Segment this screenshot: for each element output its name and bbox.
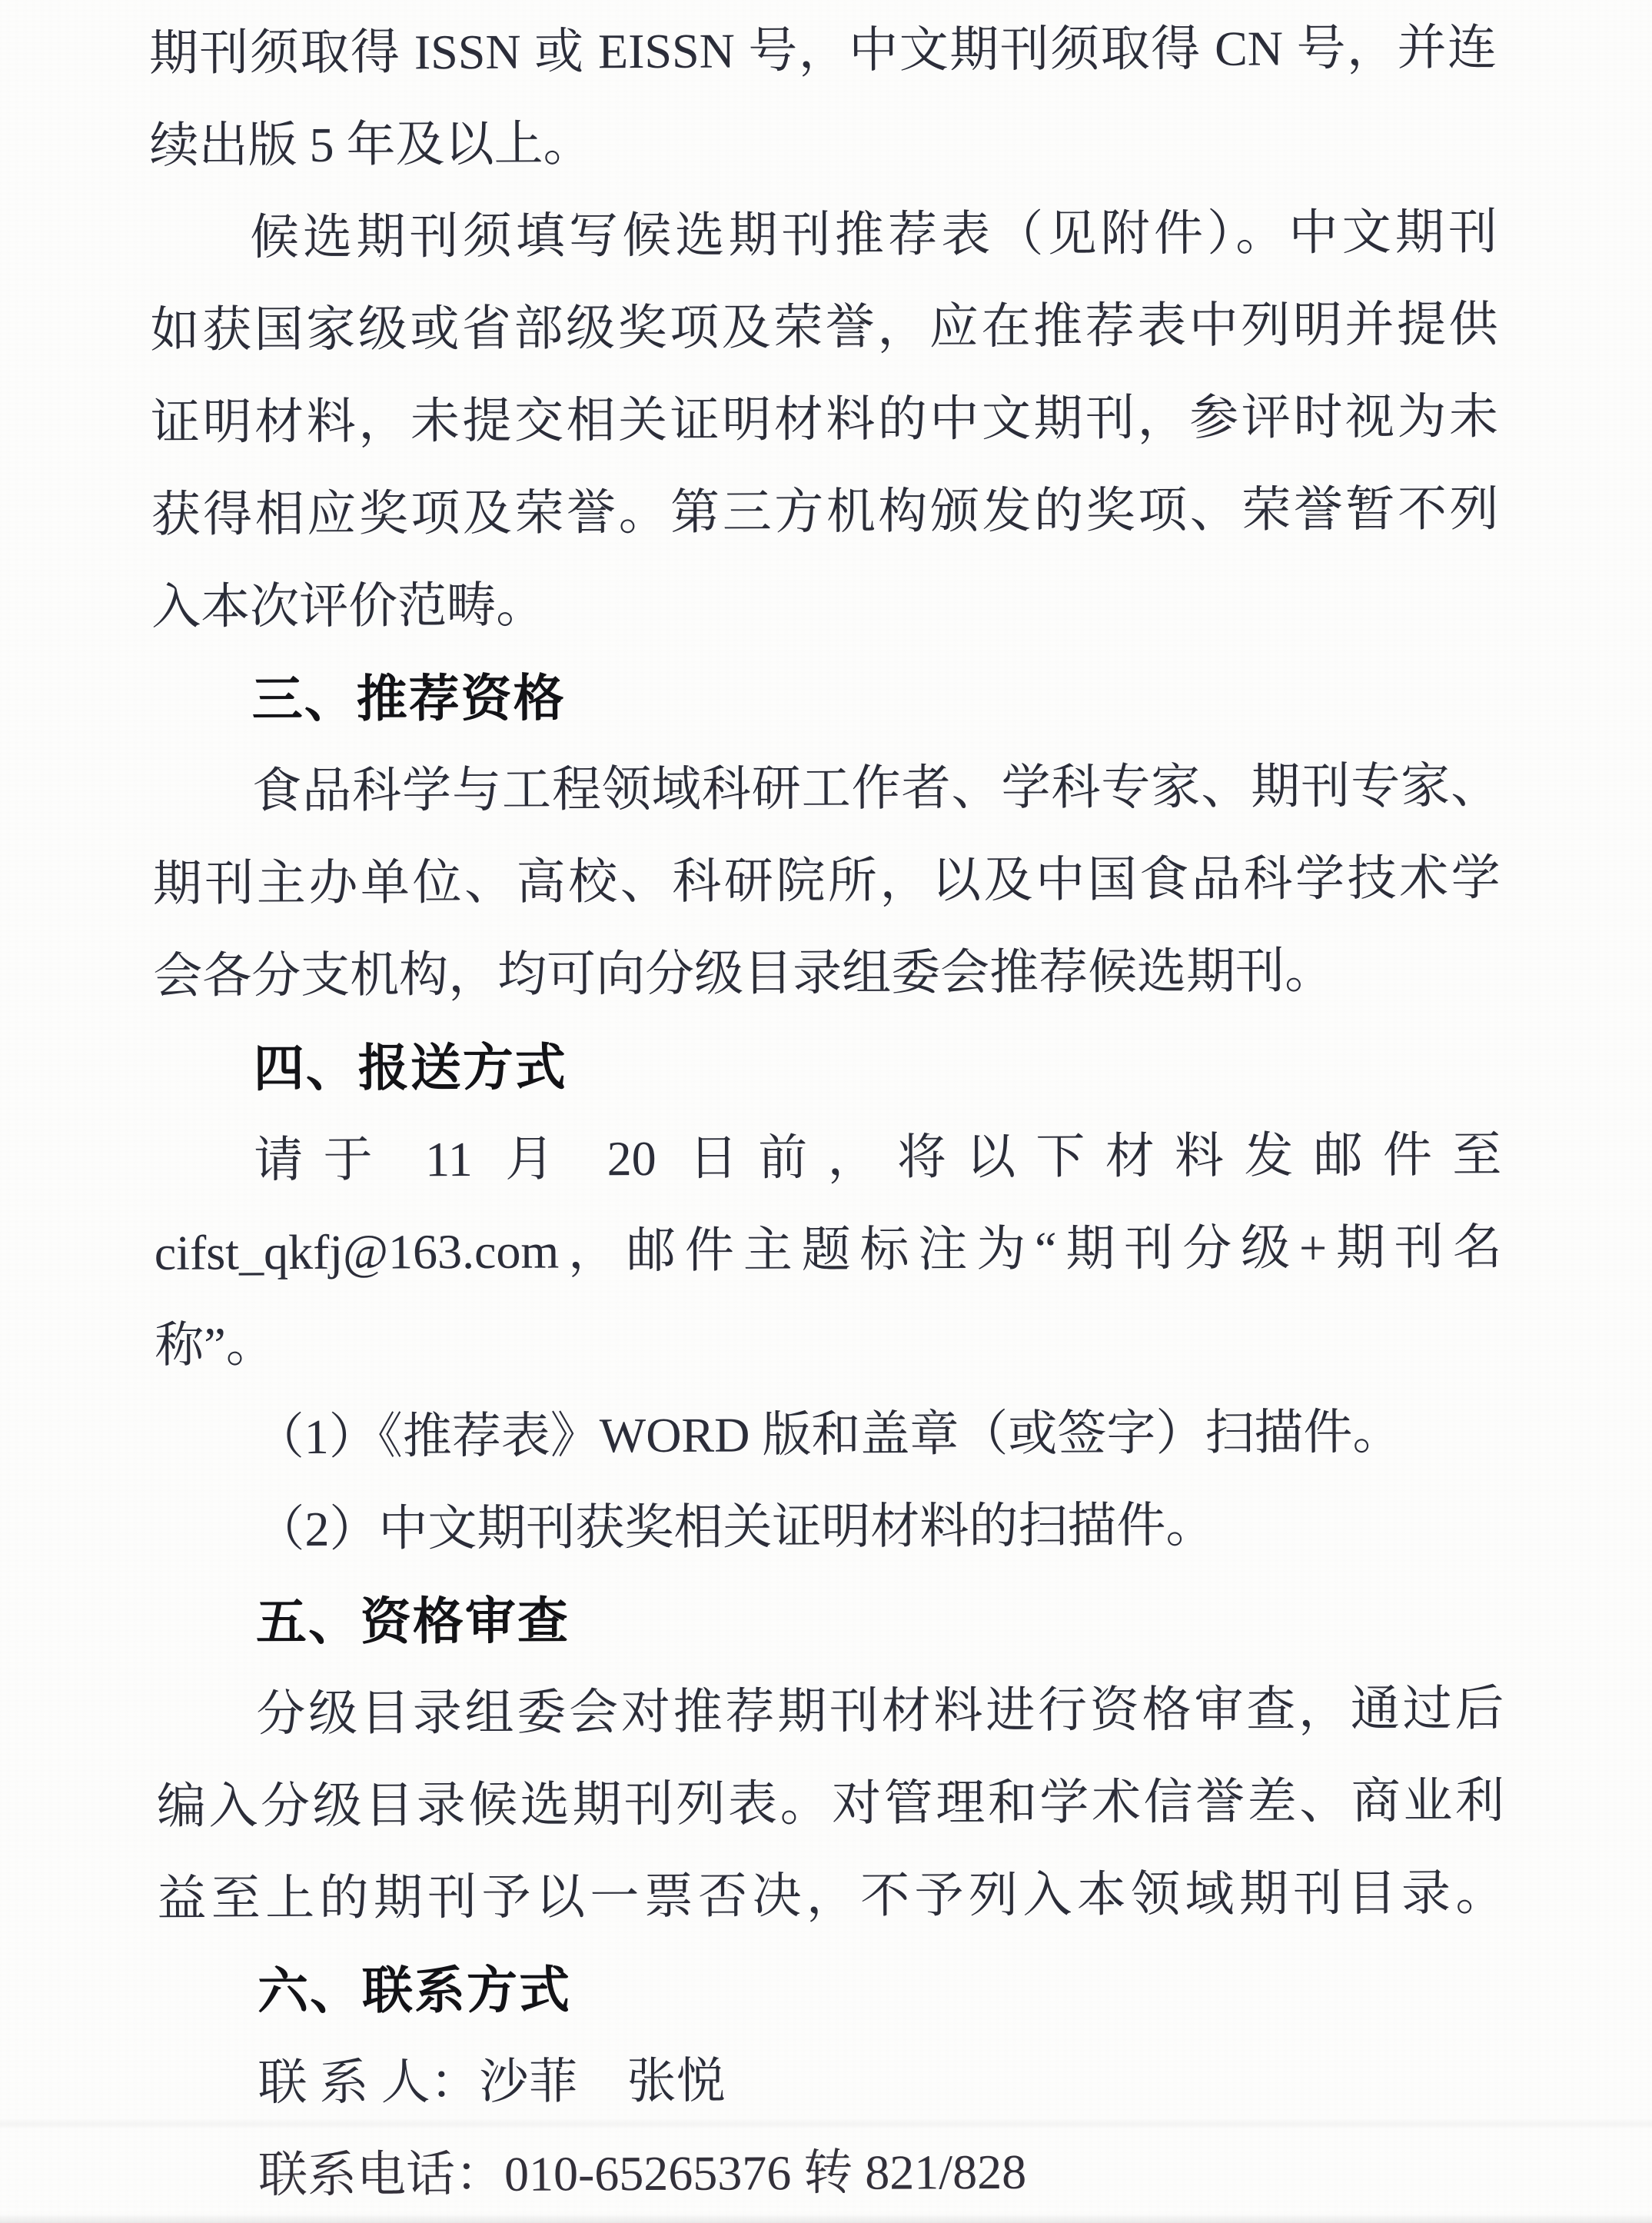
line-evaluation-scope: 入本次评价范畴。 <box>151 577 546 634</box>
heading-section-6-contact-info: 六、联系方式 <box>257 1961 572 2020</box>
line-eligible-recommenders-1: 食品科学与工程领域科研工作者、学科专家、期刊专家、 <box>252 758 1501 819</box>
line-review-process-1: 分级目录组委会对推荐期刊材料进行资格审查，通过后 <box>256 1681 1504 1742</box>
line-issn-requirement: 期刊须取得 ISSN 或 EISSN 号，中文期刊须取得 CN 号，并连 <box>148 20 1497 81</box>
heading-section-5-qualification-review: 五、资格审查 <box>255 1592 570 1651</box>
line-eligible-recommenders-2: 期刊主办单位、高校、科研院所，以及中国食品科学技术学 <box>152 850 1501 911</box>
line-review-process-3: 益至上的期刊予以一票否决，不予列入本领域期刊目录。 <box>157 1865 1505 1926</box>
line-submission-deadline: 请于 11 月 20 日前，将以下材料发邮件至 <box>254 1127 1502 1188</box>
heading-section-3-recommendation-eligibility: 三、推荐资格 <box>251 669 566 728</box>
line-proof-materials: 证明材料，未提交相关证明材料的中文期刊，参评时视为未 <box>150 389 1499 450</box>
line-eligible-recommenders-3: 会各分支机构，均可向分级目录组委会推荐候选期刊。 <box>153 943 1335 1003</box>
line-publication-years: 续出版 5 年及以上。 <box>149 116 593 173</box>
contact-phone-line: 联系电话：010-65265376 转 821/828 <box>258 2144 1027 2203</box>
line-third-party-awards: 获得相应奖项及荣誉。第三方机构颁发的奖项、荣誉暂不列 <box>151 481 1499 542</box>
document-text-block <box>0 1 1652 2222</box>
line-submission-email: cifst_qkfj@163.com，邮件主题标注为“期刊分级+期刊名 <box>154 1220 1502 1280</box>
line-attachment-item-2: （2）中文期刊获奖相关证明材料的扫描件。 <box>255 1497 1215 1557</box>
contact-person-line: 联 系 人：沙菲 张悦 <box>258 2053 726 2111</box>
line-review-process-2: 编入分级目录候选期刊列表。对管理和学术信誉差、商业利 <box>156 1773 1505 1834</box>
heading-section-4-submission-method: 四、报送方式 <box>253 1038 567 1097</box>
line-attachment-item-1: （1）《推荐表》WORD 版和盖章（或签字）扫描件。 <box>254 1404 1402 1465</box>
line-awards-listing: 如获国家级或省部级奖项及荣誉，应在推荐表中列明并提供 <box>150 297 1498 358</box>
line-recommendation-form: 候选期刊须填写候选期刊推荐表（见附件）。中文期刊 <box>249 205 1498 265</box>
line-subject-suffix: 称”。 <box>155 1317 275 1373</box>
